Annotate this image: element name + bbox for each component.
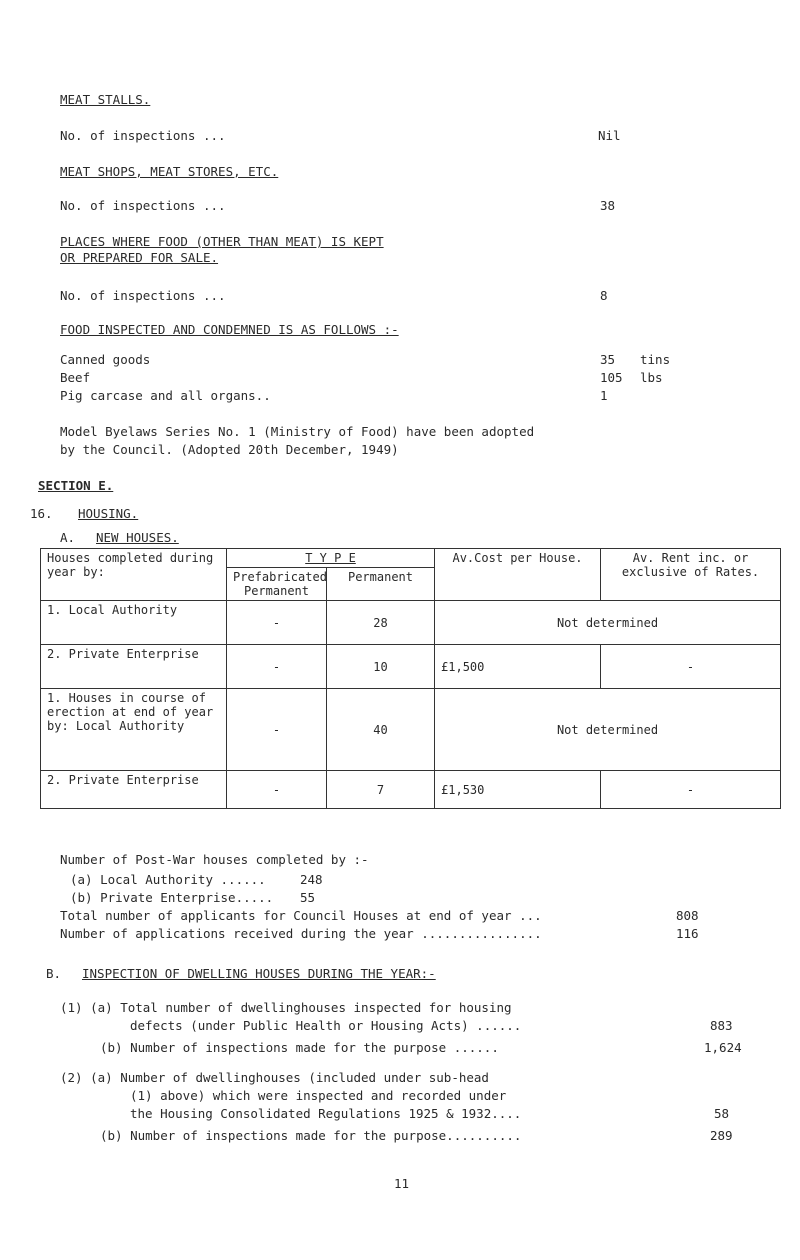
- food-places-inspections-label: No. of inspections ...: [60, 288, 226, 303]
- new-houses-table: [40, 548, 781, 809]
- item-1a-line1: (1) (a) Total number of dwellinghouses inspected for housing: [60, 1000, 512, 1015]
- meat-stalls-inspections-value: Nil: [598, 128, 621, 143]
- meat-shops-inspections-label: No. of inspections ...: [60, 198, 226, 213]
- item-1b-label: (b) Number of inspections made for the purpose ......: [100, 1040, 499, 1055]
- condemned-item-value: 1: [600, 388, 608, 403]
- header-prefabricated: Prefabricated Permanent: [227, 568, 327, 601]
- meat-shops-inspections-value: 38: [600, 198, 616, 213]
- food-places-heading-line1: PLACES WHERE FOOD (OTHER THAN MEAT) IS KEPT: [60, 234, 384, 249]
- section-number: 16.: [30, 506, 53, 521]
- subsection-letter: A.: [60, 530, 76, 545]
- header-type: [227, 549, 435, 568]
- row-label: 2. Private Enterprise: [41, 645, 227, 689]
- condemned-item-value: 35: [600, 352, 616, 367]
- cell-cost: £1,530: [435, 771, 601, 809]
- cell-permanent: 40: [327, 689, 435, 771]
- table-row: [41, 645, 781, 689]
- condemned-item-value: 105: [600, 370, 623, 385]
- page-number: 11: [394, 1176, 410, 1191]
- condemned-item-unit: lbs: [640, 370, 663, 385]
- cell-prefab: -: [227, 645, 327, 689]
- item-2b-label: (b) Number of inspections made for the purpose..........: [100, 1128, 522, 1143]
- condemned-item-label: Beef: [60, 370, 91, 385]
- cell-rent: -: [601, 645, 781, 689]
- header-av-cost: Av.Cost per House.: [435, 549, 601, 601]
- applicants-value: 808: [676, 908, 699, 923]
- meat-shops-heading: MEAT SHOPS, MEAT STORES, ETC.: [60, 164, 279, 179]
- condemned-item-unit: tins: [640, 352, 671, 367]
- section-title: HOUSING.: [78, 506, 139, 521]
- item-2a-line2: (1) above) which were inspected and recorded under: [130, 1088, 507, 1103]
- row-label: 1. Houses in course of erection at end of year by: Local Authority: [41, 689, 227, 771]
- header-av-rent: Av. Rent inc. or exclusive of Rates.: [601, 549, 781, 601]
- cell-permanent: 10: [327, 645, 435, 689]
- inspection-heading-letter: B.: [46, 966, 62, 981]
- item-1a-line2: defects (under Public Health or Housing Acts) ......: [130, 1018, 522, 1033]
- row-label: 2. Private Enterprise: [41, 771, 227, 809]
- food-places-heading-line2: OR PREPARED FOR SALE.: [60, 250, 219, 265]
- cell-permanent: 28: [327, 601, 435, 645]
- item-2a-line1: (2) (a) Number of dwellinghouses (included under sub-head: [60, 1070, 489, 1085]
- header-type-label: T Y P E: [305, 551, 356, 565]
- inspection-heading: INSPECTION OF DWELLING HOUSES DURING THE YEAR:-: [82, 966, 436, 981]
- postwar-private-label: (b) Private Enterprise.....: [70, 890, 274, 905]
- cell-not-determined: Not determined: [435, 601, 781, 645]
- cell-permanent: 7: [327, 771, 435, 809]
- meat-stalls-heading: MEAT STALLS.: [60, 92, 151, 107]
- cell-not-determined: Not determined: [435, 689, 781, 771]
- table-row: [41, 771, 781, 809]
- section-label: SECTION E.: [38, 478, 114, 493]
- applications-value: 116: [676, 926, 699, 941]
- cell-cost: £1,500: [435, 645, 601, 689]
- subsection-title: NEW HOUSES.: [96, 530, 179, 545]
- table-row: [41, 689, 781, 771]
- postwar-intro: Number of Post-War houses completed by :-: [60, 852, 369, 867]
- food-condemned-heading: FOOD INSPECTED AND CONDEMNED IS AS FOLLOWS :-: [60, 322, 399, 337]
- item-1a-value: 883: [710, 1018, 733, 1033]
- condemned-item-label: Canned goods: [60, 352, 151, 367]
- byelaws-line1: Model Byelaws Series No. 1 (Ministry of Food) have been adopted: [60, 424, 535, 439]
- cell-prefab: -: [227, 771, 327, 809]
- table-row: [41, 601, 781, 645]
- cell-prefab: -: [227, 601, 327, 645]
- postwar-local-authority-label: (a) Local Authority ......: [70, 872, 266, 887]
- item-2b-value: 289: [710, 1128, 733, 1143]
- header-permanent: Permanent: [327, 568, 435, 601]
- header-houses-completed: Houses completed during year by:: [41, 549, 227, 601]
- food-places-inspections-value: 8: [600, 288, 608, 303]
- row-label: 1. Local Authority: [41, 601, 227, 645]
- applicants-label: Total number of applicants for Council Houses at end of year ...: [60, 908, 542, 923]
- condemned-item-label: Pig carcase and all organs..: [60, 388, 271, 403]
- postwar-private-value: 55: [300, 890, 316, 905]
- cell-rent: -: [601, 771, 781, 809]
- item-1b-value: 1,624: [704, 1040, 742, 1055]
- applications-label: Number of applications received during the year ................: [60, 926, 542, 941]
- postwar-local-authority-value: 248: [300, 872, 323, 887]
- item-2a-value: 58: [714, 1106, 730, 1121]
- item-2a-line3: the Housing Consolidated Regulations 1925 & 1932....: [130, 1106, 522, 1121]
- byelaws-line2: by the Council. (Adopted 20th December, 1949): [60, 442, 399, 457]
- cell-prefab: -: [227, 689, 327, 771]
- meat-stalls-inspections-label: No. of inspections ...: [60, 128, 226, 143]
